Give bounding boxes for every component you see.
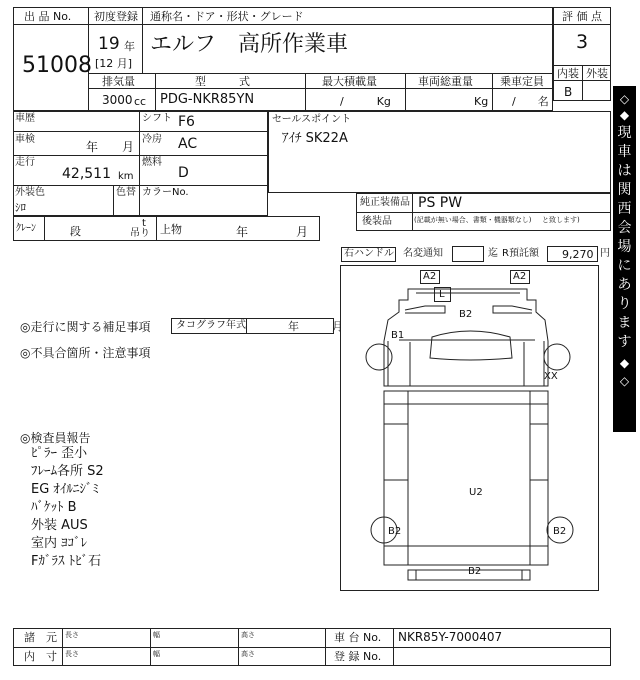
inspector-line: 外装 AUS — [31, 518, 88, 533]
shift-label: シフト — [142, 113, 172, 124]
width-label: 幅 — [153, 650, 160, 658]
crane-stage: 段 — [70, 225, 81, 238]
aftermarket-note: (記載が無い場合、書類・機器類なし) — [414, 216, 532, 224]
mileage-value: 42,511 — [62, 166, 111, 182]
capacity-value: / 名 — [512, 95, 549, 108]
sales-point-label: セールスポイント — [272, 114, 352, 125]
top-value: 年 月 — [236, 225, 309, 239]
inspection-value: 年 月 — [86, 140, 135, 154]
recycle-unit: 円 — [600, 248, 610, 259]
crane-lift: 吊り — [130, 228, 150, 239]
crane-t: t — [142, 218, 146, 229]
color-code-label: カラーNo. — [142, 187, 189, 198]
score-label: 評 価 点 — [562, 10, 602, 23]
sales-point-text: ｱｲﾁ SK22A — [282, 131, 348, 146]
model-code: PDG-NKR85YN — [160, 92, 255, 107]
specs-box — [13, 111, 268, 216]
interior-label: 内装 — [557, 67, 579, 80]
handle-value: 右ハンドル — [344, 248, 394, 259]
damage-mark: B2 — [388, 526, 402, 537]
first-reg-year: 19 — [98, 34, 120, 54]
capacity-label: 乗車定員 — [500, 75, 544, 88]
naigai-label: 内 寸 — [24, 650, 57, 663]
fuel-value: D — [178, 165, 189, 181]
reg-label: 登 録 No. — [334, 650, 382, 663]
max-load-value: / Kg — [340, 95, 391, 108]
ac-value: AC — [178, 136, 198, 152]
equipment-label: 純正装備品 — [360, 197, 410, 208]
height-label: 高さ — [241, 631, 255, 639]
fuel-label: 燃料 — [142, 157, 162, 168]
type-label: 型 式 — [195, 75, 250, 88]
chassis-label: 車 台 No. — [334, 631, 382, 644]
displacement-unit: cc — [134, 95, 147, 108]
width-label: 幅 — [153, 631, 160, 639]
recycle-value: 9,270 — [562, 248, 594, 261]
lot-no: 51008 — [22, 53, 92, 78]
height-label: 高さ — [241, 650, 255, 658]
aftermarket-label: 後装品 — [362, 216, 392, 227]
inspector-title: ◎検査員報告 — [20, 431, 91, 445]
shift-value: F6 — [178, 114, 195, 130]
ac-label: 冷房 — [142, 134, 162, 145]
displacement-value: 3000 — [102, 93, 133, 107]
inspector-line: ﾊﾞｹｯﾄ B — [31, 500, 77, 515]
top-label: 上物 — [160, 223, 182, 236]
exterior-label: 外装 — [586, 67, 608, 80]
defects-title: ◎不具合箇所・注意事項 — [20, 346, 151, 360]
first-reg-label: 初度登録 — [94, 10, 138, 23]
inspector-line: EG ｵｲﾙﾆｼﾞﾐ — [31, 482, 99, 497]
year-unit: 年 — [124, 40, 135, 53]
length-label: 長さ — [65, 650, 79, 658]
damage-mark: B2 — [553, 526, 567, 537]
inspector-line: ﾋﾟﾗｰ 歪小 — [31, 446, 88, 461]
name-change-label: 名変通知 — [403, 248, 443, 259]
gross-weight-label: 車両総重量 — [418, 75, 473, 88]
damage-mark: U2 — [469, 487, 483, 498]
score-value: 3 — [576, 31, 589, 53]
interior-score: B — [564, 85, 573, 99]
damage-mark: L — [439, 289, 445, 300]
chassis-value: NKR85Y-7000407 — [398, 630, 503, 644]
damage-mark: XX — [544, 371, 558, 382]
displacement-label: 排気量 — [102, 75, 135, 88]
shoen-label: 諸 元 — [24, 631, 57, 644]
tacho-value: 年 月 — [288, 320, 343, 333]
damage-mark: A2 — [423, 271, 437, 282]
damage-mark: B2 — [468, 566, 482, 577]
name-change-suffix: 迄 — [488, 248, 498, 259]
model-name: エルフ 高所作業車 — [150, 32, 349, 57]
max-load-label: 最大積載量 — [322, 75, 377, 88]
damage-mark: A2 — [513, 271, 527, 282]
ext-color-value: ｼﾛ — [15, 201, 26, 214]
name-label: 通称名・ドア・形状・グレード — [150, 10, 304, 23]
inspector-line: Fｶﾞﾗｽ ﾄﾋﾞ石 — [31, 554, 102, 569]
mileage-label: 走行 — [15, 157, 35, 168]
driving-notes-title: ◎走行に関する補足事項 — [20, 320, 151, 334]
mileage-unit: km — [118, 171, 134, 182]
inspector-line: 室内 ﾖｺﾞﾚ — [31, 536, 88, 551]
color-change-label: 色替 — [116, 187, 136, 198]
side-banner: ◇ ◆ 現 車 は 関 西 会 場 に あ り ま す ◆ ◇ — [613, 86, 636, 432]
recycle-label: R預託額 — [502, 248, 539, 259]
ext-color-label: 外装色 — [15, 187, 45, 198]
equipment-value: PS PW — [418, 195, 463, 211]
lot-no-label: 出 品 No. — [24, 10, 72, 23]
tacho-label: タコグラフ年式 — [176, 320, 246, 331]
aftermarket-note-2: と致します) — [542, 216, 580, 224]
history-label: 車歴 — [15, 113, 35, 124]
damage-mark: B2 — [459, 309, 473, 320]
inspection-label: 車検 — [15, 134, 35, 145]
first-reg-month: [12 月] — [95, 57, 133, 70]
gross-weight-value: Kg — [474, 95, 489, 108]
name-change-box — [452, 246, 484, 262]
length-label: 長さ — [65, 631, 79, 639]
inspector-line: ﾌﾚｰﾑ各所 S2 — [31, 464, 104, 479]
damage-mark: B1 — [391, 330, 405, 341]
crane-label: ｸﾚｰﾝ — [16, 223, 36, 234]
